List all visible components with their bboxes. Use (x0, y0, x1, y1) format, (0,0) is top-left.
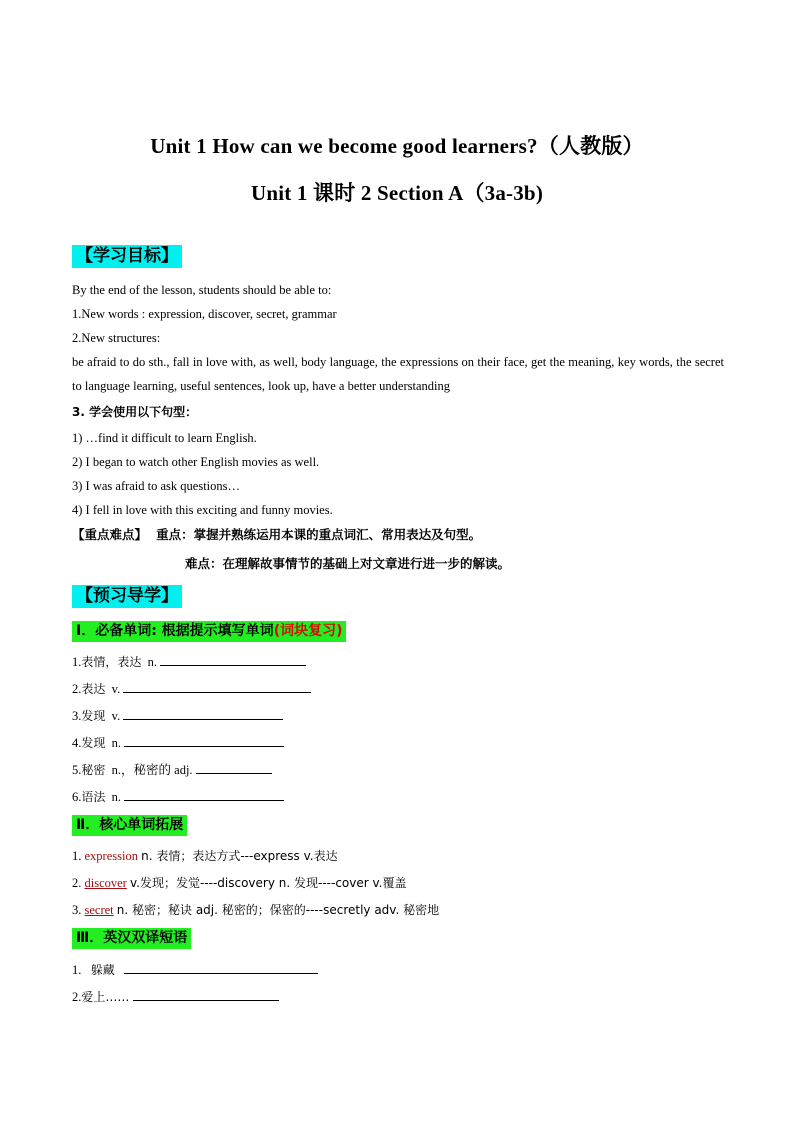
goals-structures: be afraid to do sth., fall in love with, as well, body language, the expressions on their face, get the meaning, key words, the secret to language learning, useful sentences, look up, have a better understanding (72, 355, 724, 393)
core-word-1: 1. expression n. 表情；表达方式---express v.表达 (72, 849, 338, 863)
vocab-item-4: 4.发现 n. (72, 734, 284, 751)
goals-intro: By the end of the lesson, students should be able to: (72, 283, 332, 297)
answer-blank[interactable] (123, 680, 311, 693)
vocab-item-1: 1.表情，表达 n. (72, 653, 306, 670)
core-word-2: 2. discover v.发现；发觉----discovery n. 发现----cover v.覆盖 (72, 876, 407, 890)
vocab-item-5: 5.秘密 n.，秘密的 adj. (72, 761, 272, 778)
phrase-item-2: 2.爱上…… (72, 988, 279, 1005)
answer-blank[interactable] (133, 988, 279, 1001)
vocab-item-6: 6.语法 n. (72, 788, 284, 805)
core-word: discover (84, 876, 127, 890)
answer-blank[interactable] (124, 734, 284, 747)
goals-sentence-4: 4) I fell in love with this exciting and funny movies. (72, 503, 333, 517)
goals-sentence-2: 2) I began to watch other English movies as well. (72, 455, 320, 469)
section3-label: Ⅲ．英汉双译短语 (72, 928, 191, 949)
key-point-text: 重点：掌握并熟练运用本课的重点词汇、常用表达及句型。 (156, 527, 482, 542)
goals-sentence-1: 1) …find it difficult to learn English. (72, 431, 257, 445)
phrase-item-1: 1. 躲藏 (72, 961, 318, 978)
vocab-item-3: 3.发现 v. (72, 707, 283, 724)
document-title: Unit 1 How can we become good learners?（人教版） (150, 134, 644, 158)
goals-structures-head: 2.New structures: (72, 331, 161, 345)
section1-label: Ⅰ．必备单词: 根据提示填写单词(词块复习) (72, 621, 346, 642)
goals-sentences-head: 3. 学会使用以下句型： (72, 405, 198, 419)
core-word-3: 3. secret n. 秘密；秘诀 adj. 秘密的；保密的----secretly adv. 秘密地 (72, 903, 440, 917)
key-points-tag: 【重点难点】 (72, 527, 148, 542)
preview-tag: 【预习导学】 (72, 585, 182, 608)
answer-blank[interactable] (124, 961, 318, 974)
difficult-point-row (185, 556, 510, 572)
goals-new-words: 1.New words : expression, discover, secret, grammar (72, 307, 337, 321)
section2-label: Ⅱ．核心单词拓展 (72, 815, 187, 836)
learning-goals-tag: 【学习目标】 (72, 245, 182, 268)
answer-blank[interactable] (196, 761, 272, 774)
answer-blank[interactable] (124, 788, 284, 801)
goals-sentence-3: 3) I was afraid to ask questions… (72, 479, 241, 493)
key-points-row (72, 527, 481, 543)
vocab-item-2: 2.表达 v. (72, 680, 311, 697)
core-word: secret (84, 903, 114, 917)
answer-blank[interactable] (123, 707, 283, 720)
answer-blank[interactable] (160, 653, 306, 666)
core-word: expression (84, 849, 138, 863)
document-subtitle: Unit 1 课时 2 Section A（3a-3b) (250, 181, 544, 205)
difficult-point-text: 难点：在理解故事情节的基础上对文章进行进一步的解读。 (185, 556, 511, 571)
